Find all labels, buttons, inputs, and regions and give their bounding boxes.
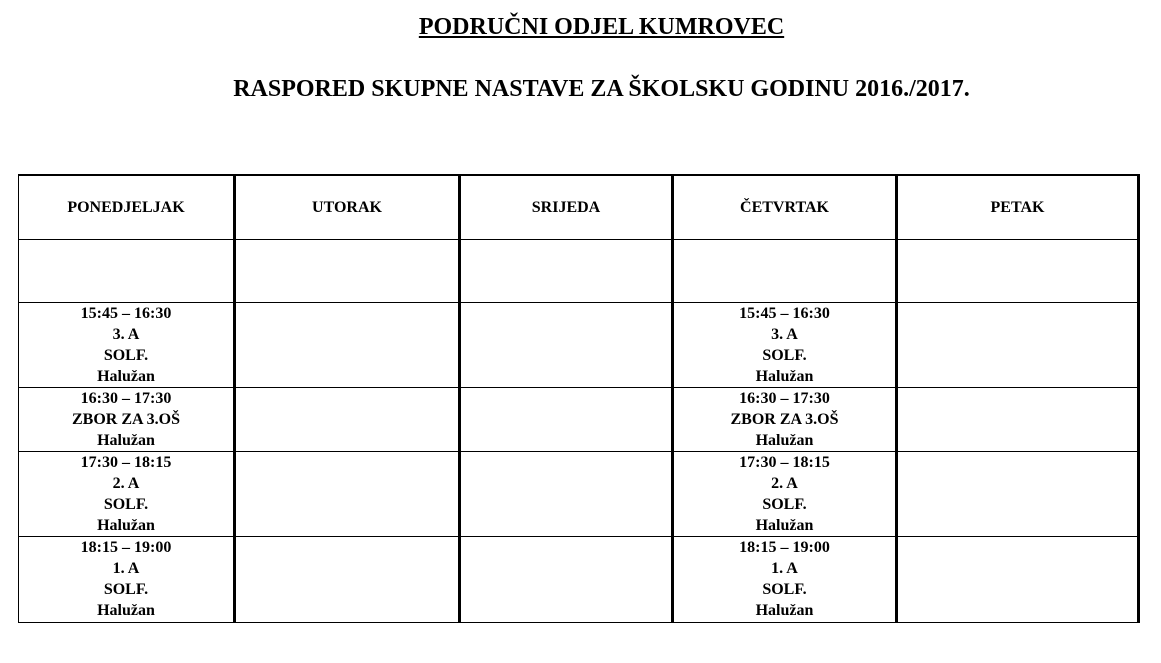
day-header-wednesday: SRIJEDA	[460, 175, 673, 240]
lesson-cell-thursday	[673, 303, 897, 388]
page-title: PODRUČNI ODJEL KUMROVEC	[418, 14, 785, 40]
empty-cell	[460, 388, 673, 452]
empty-cell	[235, 388, 460, 452]
lesson-teacher: Halužan	[755, 368, 814, 385]
empty-cell	[19, 240, 235, 303]
day-header-row	[19, 175, 1139, 240]
lesson-subject: SOLF.	[103, 581, 149, 598]
empty-cell	[897, 240, 1139, 303]
table-row	[19, 537, 1139, 623]
lesson-subject: ZBOR ZA 3.OŠ	[71, 411, 181, 428]
lesson-cell-monday	[19, 537, 235, 623]
lesson-cell-monday	[19, 388, 235, 452]
lesson-time: 15:45 – 16:30	[739, 305, 830, 322]
lesson-class: 1. A	[771, 560, 798, 577]
day-header-friday: PETAK	[897, 175, 1139, 240]
table-row	[19, 240, 1139, 303]
lesson-subject: SOLF.	[762, 496, 807, 513]
lesson-subject: SOLF.	[762, 581, 807, 598]
schedule-table	[18, 174, 1140, 623]
page-subtitle: RASPORED SKUPNE NASTAVE ZA ŠKOLSKU GODINU 2016./2017.	[233, 76, 970, 102]
lesson-cell-thursday	[673, 452, 897, 537]
lesson-time: 18:15 – 19:00	[739, 539, 830, 556]
empty-cell	[897, 388, 1139, 452]
lesson-time: 17:30 – 18:15	[80, 454, 172, 471]
empty-cell	[897, 537, 1139, 623]
day-header-tuesday: UTORAK	[235, 175, 460, 240]
lesson-class: 3. A	[112, 326, 140, 343]
lesson-time: 16:30 – 17:30	[739, 390, 830, 407]
empty-cell	[235, 303, 460, 388]
lesson-subject: SOLF.	[103, 347, 149, 364]
empty-cell	[235, 452, 460, 537]
lesson-time: 16:30 – 17:30	[80, 390, 172, 407]
lesson-cell-thursday	[673, 388, 897, 452]
empty-cell	[460, 452, 673, 537]
lesson-cell-monday	[19, 303, 235, 388]
lesson-teacher: Halužan	[97, 368, 155, 385]
empty-cell	[235, 537, 460, 623]
lesson-teacher: Halužan	[755, 602, 814, 619]
empty-cell	[460, 303, 673, 388]
table-row	[19, 388, 1139, 452]
day-header-monday: PONEDJELJAK	[19, 175, 235, 240]
empty-cell	[897, 452, 1139, 537]
lesson-teacher: Halužan	[97, 602, 155, 619]
lesson-cell-monday	[19, 452, 235, 537]
lesson-class: 1. A	[112, 560, 140, 577]
lesson-time: 15:45 – 16:30	[80, 305, 172, 322]
lesson-teacher: Halužan	[755, 517, 814, 534]
lesson-cell-thursday	[673, 537, 897, 623]
lesson-teacher: Halužan	[97, 517, 155, 534]
empty-cell	[235, 240, 460, 303]
lesson-subject: SOLF.	[762, 347, 807, 364]
lesson-teacher: Halužan	[97, 432, 155, 449]
lesson-class: 2. A	[112, 475, 140, 492]
lesson-subject: ZBOR ZA 3.OŠ	[730, 411, 839, 428]
lesson-class: 2. A	[771, 475, 798, 492]
table-row	[19, 452, 1139, 537]
empty-cell	[460, 240, 673, 303]
empty-cell	[897, 303, 1139, 388]
lesson-teacher: Halužan	[755, 432, 814, 449]
lesson-subject: SOLF.	[103, 496, 149, 513]
table-row	[19, 303, 1139, 388]
empty-cell	[460, 537, 673, 623]
lesson-time: 18:15 – 19:00	[80, 539, 172, 556]
lesson-class: 3. A	[771, 326, 798, 343]
day-header-thursday: ČETVRTAK	[673, 175, 897, 240]
lesson-time: 17:30 – 18:15	[739, 454, 830, 471]
empty-cell	[673, 240, 897, 303]
